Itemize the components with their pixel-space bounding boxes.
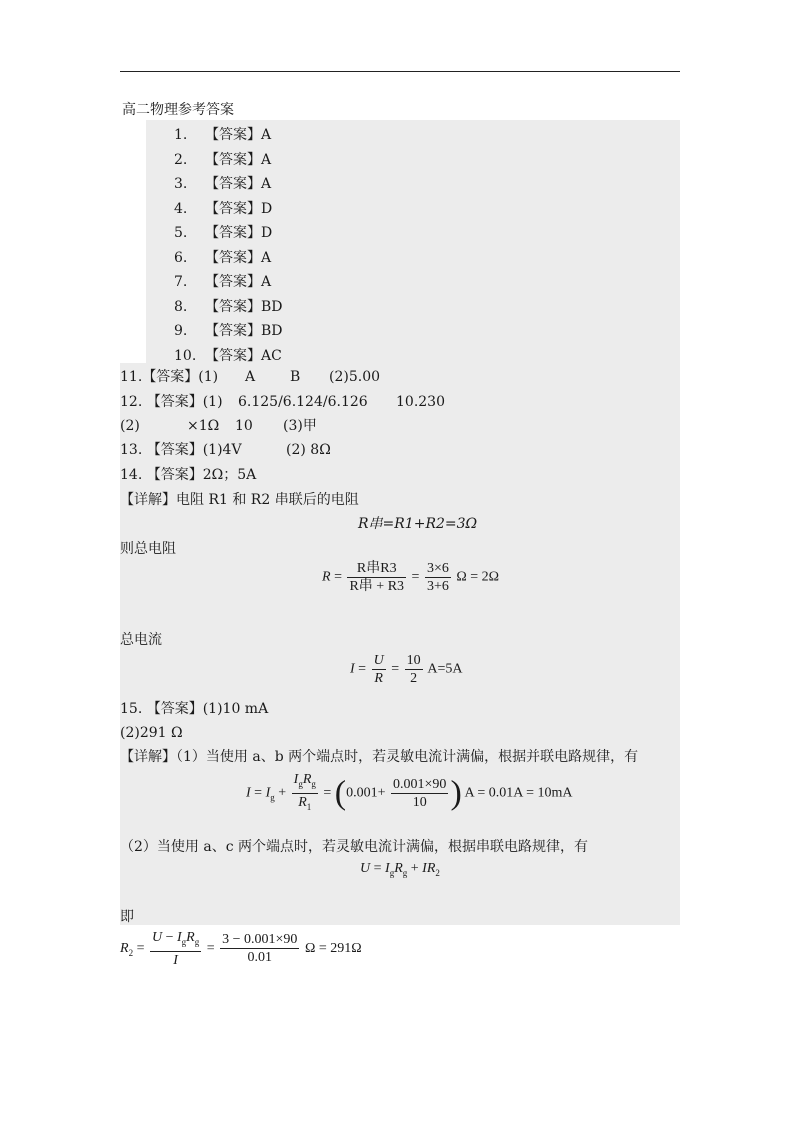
mc-answer-label: 【答案】D [205, 200, 273, 217]
r2-den: 0.01 [247, 950, 273, 966]
mc-answer-label: 【答案】A [205, 274, 272, 290]
q11-a: A [245, 369, 256, 385]
i-val-den: 2 [410, 671, 418, 686]
mc-answer-label: 【答案】BD [205, 323, 283, 339]
mc-answer-number: 3. [174, 176, 188, 192]
q15-b: (2)291 Ω [120, 725, 183, 741]
q11-c: (2)5.00 [329, 369, 381, 385]
page-title: 高二物理参考答案 [122, 102, 234, 118]
i-den: R [374, 671, 383, 686]
mc-answer-number: 10. [174, 347, 197, 364]
mc-answer-label: 【答案】BD [205, 298, 283, 315]
ig-inner-num: 0.001×90 [393, 776, 447, 792]
q13-head: 13. 【答案】(1)4V [120, 442, 242, 458]
mc-answer-label: 【答案】D [205, 225, 273, 241]
mc-answer-number: 4. [174, 200, 188, 217]
q15-head: 15. 【答案】(1)10 mA [120, 701, 269, 717]
i-val-num: 10 [406, 653, 421, 668]
q15-eq3: $R_2$ = $\frac{U - I_gR_g}{I}$ = $\frac{3 - 0.001\times 90}{0.01}$ Ω = 291Ω [120, 930, 362, 968]
r-val-num: 3×6 [426, 561, 449, 576]
mc-answer-number: 7. [174, 274, 188, 290]
q14-detail: 【详解】电阻 R1 和 R2 串联后的电阻 [120, 492, 359, 508]
i-num: U [373, 653, 384, 668]
q12b-a: ×1Ω [187, 418, 220, 434]
header-rule [120, 71, 680, 72]
q15-eq1: $I = I_g$ + $\frac{I_gR_g}{R_1}$ = (0.001+ $\frac{0.001\times 90}{10}$ ) A = 0.01A = 10mA [246, 772, 573, 812]
q14-eq3: I = $\frac{U}{R}$ = $\frac{10}{2}$ A=5A [350, 653, 463, 686]
mc-answer-label: 【答案】A [205, 127, 272, 143]
mc-answer-label: 【答案】AC [205, 347, 282, 364]
q13-b: (2) 8Ω [286, 442, 331, 458]
r-val-den: 3+6 [426, 579, 449, 594]
r-result: Ω = 2Ω [456, 569, 500, 585]
mc-answer-number: 8. [174, 298, 188, 315]
q14-head: 14. 【答案】2Ω；5A [120, 467, 257, 483]
q14-text2: 则总电阻 [120, 541, 176, 557]
q12-head: 12. 【答案】(1) [120, 394, 223, 410]
mc-answer-number: 2. [174, 151, 188, 168]
i-result: A=5A [427, 661, 463, 677]
mc-answer-number: 9. [174, 323, 188, 339]
mc-answer-number: 1. [174, 127, 188, 143]
ig-inner-den: 10 [412, 794, 427, 810]
q14-eq2: R = $\frac{\text{R串R3}}{\text{R串 + R3}}$ = $\frac{3\times 6}{3+6}$ Ω = 2Ω [322, 561, 500, 594]
q15-detail1: 【详解】（1）当使用 a、b 两个端点时，若灵敏电流计满偏，根据并联电路规律，有 [120, 749, 639, 765]
r2-num: 3 − 0.001×90 [222, 932, 298, 948]
mc-answer-label: 【答案】A [205, 151, 272, 168]
q15-eq2: $U = I_gR_g + IR_2$ [360, 861, 440, 878]
q15-text-ji: 即 [120, 909, 134, 925]
q11-head: 11.【答案】(1) [120, 369, 219, 385]
q14-text3: 总电流 [120, 632, 162, 648]
r-frac-den: R串 + R3 [349, 579, 405, 594]
q12b-b: 10 [235, 418, 253, 434]
q12-a: 6.125/6.124/6.126 [238, 394, 368, 410]
q12-b: 10.230 [396, 394, 445, 410]
r-frac-num: R串R3 [347, 560, 406, 578]
r2-result: Ω = 291Ω [304, 941, 362, 957]
q12b-c: (3)甲 [283, 418, 317, 434]
q11-b: B [290, 369, 301, 385]
q14-eq1: R串=R1+R2=3Ω [358, 516, 478, 532]
q15-detail2: （2）当使用 a、c 两个端点时，若灵敏电流计满偏，根据串联电路规律，有 [120, 839, 588, 855]
mc-answer-number: 6. [174, 249, 188, 266]
mc-answer-label: 【答案】A [205, 176, 272, 192]
mc-answer-label: 【答案】A [205, 249, 272, 266]
mc-answer-number: 5. [174, 225, 188, 241]
q12b-head: (2) [120, 418, 140, 434]
ig-result: A = 0.01A = 10mA [464, 785, 573, 801]
